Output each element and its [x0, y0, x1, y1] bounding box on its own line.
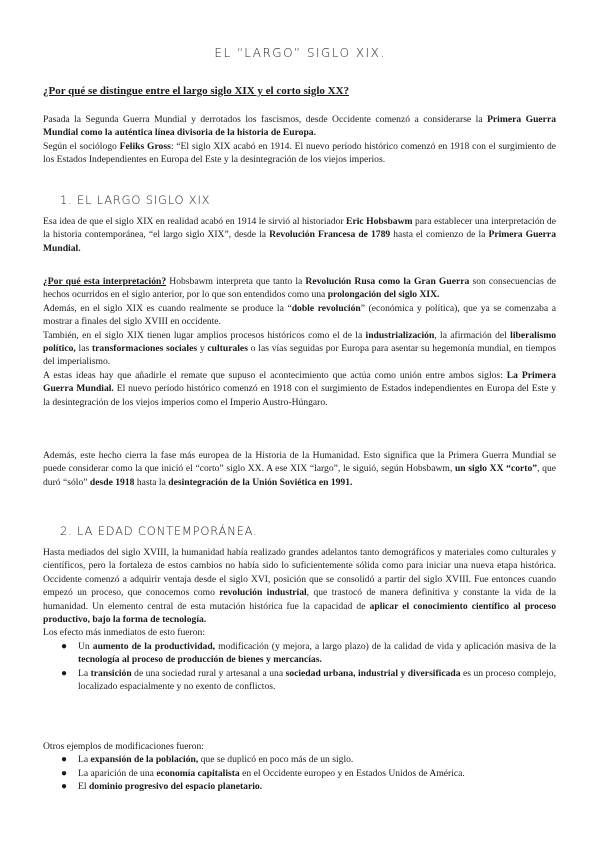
list-item: ● El dominio progresivo del espacio planetario. — [61, 781, 263, 793]
effects-intro: Los efecto más inmediatos de esto fueron: — [43, 627, 205, 639]
section-1-paragraph-1: Esa idea de que el siglo XIX en realidad acabó en 1914 le sirvió al historiador Eric Hobsbawm para establecer una interpretación de la historia contemporánea, “el largo siglo XIX”, desde la Revolución Francesa de 1789 hasta el comienzo de la Primera Guerra Mundial. — [43, 216, 556, 254]
bullet-icon: ● — [61, 754, 68, 766]
section-2-heading: 2. LA EDAD CONTEMPORÁNEA. — [60, 524, 258, 538]
bullet-icon: ● — [61, 767, 68, 779]
list-item: ● La aparición de una economía capitalista en el Occidente europeo y en Estados Unidos de América. — [61, 767, 465, 779]
section-1-body — [43, 275, 556, 409]
double-revolution-paragraph: Además, en el siglo XIX es cuando realmente se produce la “doble revolución” (económica y política), que ya se comenzaba a mostrar a finales del siglo XVIII en occidente. — [43, 302, 556, 328]
list-item: ● Un aumento de la productividad, modificación (y mejora, a largo plazo) de la calidad de vida y aplicación masiva de la tecnología al proceso de producción de bienes y mercancías. — [61, 640, 557, 666]
bullet-icon: ● — [61, 640, 68, 652]
bullet-icon: ● — [61, 781, 68, 793]
list-item: ● La expansión de la población, que se duplicó en poco más de un siglo. — [61, 754, 354, 766]
other-examples-intro: Otros ejemplos de modificaciones fueron: — [43, 741, 204, 752]
first-world-war-paragraph: A estas ideas hay que añadirle el remate que supuso el acontecimiento que actúa como unión entre ambos siglos: La Primera Guerra Mundial. El nuevo período histórico comenzó en 1918 con el surgimiento de Estados independientes en Europa del Este y la desintegración de los viejos imperios como el Imperio Austro-Húngaro. — [43, 369, 557, 408]
question-heading: ¿Por qué se distingue entre el largo siglo XIX y el corto siglo XX? — [43, 85, 350, 97]
intro-paragraph-2: Según el sociólogo Feliks Gross: “El siglo XIX acabó en 1914. El nuevo período histórico comenzó en 1918 con el surgimiento de los Estados Independientes en Europa del Este y la desintegración de los viejos imperios. — [43, 140, 556, 166]
effects-list — [43, 640, 556, 694]
intro-block — [43, 113, 556, 167]
other-examples-list — [43, 753, 556, 793]
other-examples-block — [43, 740, 556, 794]
page-title: EL “LARGO” SIGLO XIX. — [214, 46, 386, 60]
contemporary-age-paragraph: Hasta mediados del siglo XVIII, la humanidad había realizado grandes adelantos tanto demográficos y materiales como culturales y científicos, pero la fortaleza de estos cambios no había sido lo suficientemente sólida como para iniciar una nueva etapa histórica. Occidente comenzó a adquirir ventaja desde el siglo XVI, posición que se consolidó a partir del siglo XVIII. Fue entonces cuando empezó un proceso, que conocemos como revolución industrial, que trastocó de manera definitiva y constante la vida de la humanidad. Un elemento central de esta mutación histórica fue la capacidad de aplicar el conocimiento científico al proceso productivo, bajo la forma de tecnología. — [43, 547, 557, 626]
section-2-body — [43, 546, 556, 693]
short-century-paragraph: Además, este hecho cierra la fase más europea de la Historia de la Humanidad. Esto significa que la Primera Guerra Mundial se puede considerar como la que inició el “corto” siglo XX. A ese XIX “largo”, le siguió, según Hobsbawm, un siglo XX “corto”, que duró “sólo” desde 1918 hasta la desintegración de la Unión Soviética en 1991. — [43, 450, 557, 488]
section-1-heading: 1. EL LARGO SIGLO XIX — [60, 193, 211, 207]
interpretation-label: ¿Por qué esta interpretación? — [43, 276, 167, 287]
processes-paragraph: También, en el siglo XIX tienen lugar amplios procesos históricos como el de la industrialización, la afirmación del liberalismo político, las transformaciones sociales y culturales o las vías seguidas por Europa para asentar su hegemonía mundial, en tiempos del imperialismo. — [43, 329, 557, 368]
intro-paragraph-1: Pasada la Segunda Guerra Mundial y derrotados los fascismos, desde Occidente comenzó a considerarse la Primera Guerra Mundial como la auténtica línea divisoria de la historia de Europa. — [43, 114, 556, 139]
bullet-icon: ● — [61, 667, 68, 679]
interpretation-paragraph: ¿Por qué esta interpretación? Hobsbawm interpreta que tanto la Revolución Rusa como la Gran Guerra son consecuencias de hechos ocurridos en el siglo anterior, por lo que son entendidos como una prolongación del siglo XIX. — [43, 276, 556, 301]
list-item: ● La transición de una sociedad rural y artesanal a una sociedad urbana, industrial y diversificada es un proceso complejo, localizado espacialmente y no exento de conflictos. — [61, 667, 556, 693]
